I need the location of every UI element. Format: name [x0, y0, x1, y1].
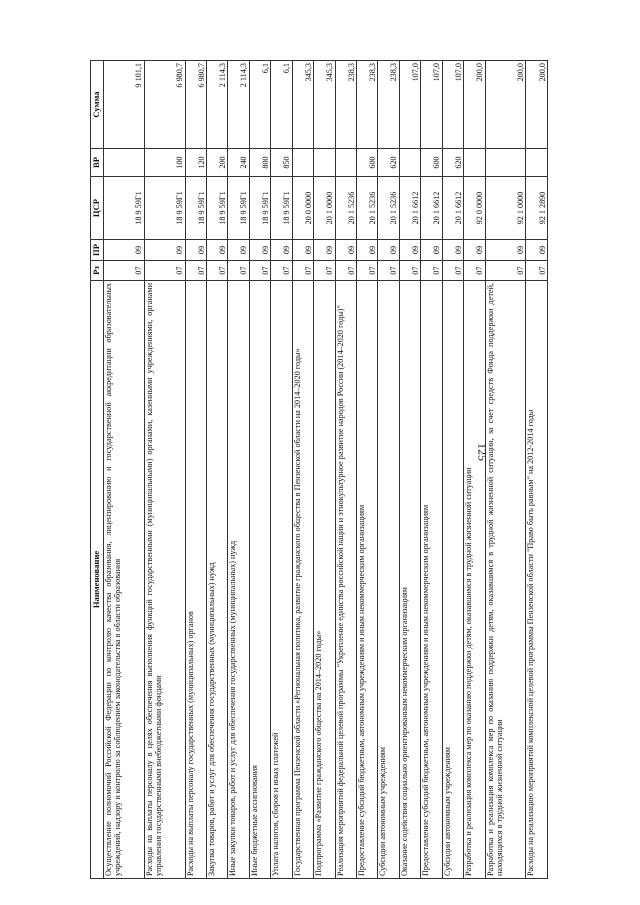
cell-vr: [464, 149, 485, 177]
table-row: [485, 61, 526, 879]
table-row: [249, 61, 270, 879]
cell-sum: 2 114,3: [207, 61, 228, 149]
cell-csr: 20 1 6612: [399, 177, 420, 240]
cell-csr: 18 9 59Г1: [228, 177, 249, 240]
cell-rz: 07: [104, 261, 145, 281]
cell-rz: 07: [357, 261, 378, 281]
table-row: [378, 61, 399, 879]
cell-name: Осуществление полномочий Российской Федерации по контролю качества образования, лицензированию и государственной аккредитации образовательных учреждений, надзору и контролю за соблюдением законодательства в области образования: [104, 281, 145, 879]
cell-pr: 09: [421, 240, 442, 261]
table-row: [271, 61, 292, 879]
cell-csr: 18 9 59Г1: [249, 177, 270, 240]
table-row: [207, 61, 228, 879]
table-row: [464, 61, 485, 879]
header-rz: Рз: [91, 261, 104, 281]
cell-name: Расходы на выплаты персоналу в целях обеспечения выполнения функций государственными (муниципальными) органами, казенными учреждениями, органами управления государственными внебюджетными фондами: [144, 281, 185, 879]
cell-rz: 07: [314, 261, 335, 281]
cell-name: Предоставление субсидий бюджетным, автономным учреждениям и иным некоммерческим организациям: [421, 281, 442, 879]
header-vr: ВР: [91, 149, 104, 177]
cell-vr: [335, 149, 356, 177]
cell-pr: 09: [314, 240, 335, 261]
cell-sum: 6,1: [249, 61, 270, 149]
cell-csr: 20 1 6612: [421, 177, 442, 240]
cell-name: Подпрограмма «Развитие гражданского общества на 2014–2020 годы»: [314, 281, 335, 879]
cell-vr: 800: [249, 149, 270, 177]
cell-csr: 20 1 5236: [378, 177, 399, 240]
cell-rz: 07: [442, 261, 463, 281]
cell-pr: 09: [228, 240, 249, 261]
cell-vr: [399, 149, 420, 177]
cell-csr: 18 9 59Г1: [185, 177, 206, 240]
table-row: [314, 61, 335, 879]
cell-rz: 07: [144, 261, 185, 281]
cell-csr: 20 1 5236: [335, 177, 356, 240]
cell-name: Закупка товаров, работ и услуг для обеспечения государственных (муниципальных) нужд: [207, 281, 228, 879]
page-number: 125: [475, 443, 490, 461]
cell-vr: [292, 149, 313, 177]
header-pr: ПР: [91, 240, 104, 261]
cell-pr: 09: [378, 240, 399, 261]
cell-vr: 200: [207, 149, 228, 177]
cell-pr: 09: [104, 240, 145, 261]
cell-vr: 600: [357, 149, 378, 177]
cell-rz: 07: [485, 261, 526, 281]
cell-pr: 09: [292, 240, 313, 261]
cell-name: Расходы на выплаты персоналу государственных (муниципальных) органов: [185, 281, 206, 879]
cell-rz: 07: [249, 261, 270, 281]
table-row: [442, 61, 463, 879]
cell-sum: 107,0: [399, 61, 420, 149]
cell-vr: 620: [442, 149, 463, 177]
cell-vr: [314, 149, 335, 177]
cell-vr: 620: [378, 149, 399, 177]
cell-csr: 18 9 59Г1: [104, 177, 145, 240]
cell-pr: 09: [144, 240, 185, 261]
cell-rz: 07: [207, 261, 228, 281]
cell-csr: 20 1 0000: [314, 177, 335, 240]
table-row: [292, 61, 313, 879]
cell-sum: 200,0: [526, 61, 548, 149]
cell-rz: 07: [292, 261, 313, 281]
cell-name: Субсидии автономным учреждениям: [378, 281, 399, 879]
cell-rz: 07: [335, 261, 356, 281]
cell-sum: 107,0: [421, 61, 442, 149]
table-row: [335, 61, 356, 879]
cell-sum: 6 980,7: [144, 61, 185, 149]
table-row: [144, 61, 185, 879]
cell-pr: 09: [207, 240, 228, 261]
table-header-row: [91, 61, 104, 879]
cell-vr: [485, 149, 526, 177]
cell-pr: 09: [464, 240, 485, 261]
cell-csr: 92 1 0000: [485, 177, 526, 240]
cell-rz: 07: [378, 261, 399, 281]
header-name: Наименование: [91, 281, 104, 879]
table-row: [357, 61, 378, 879]
cell-name: Разработка и реализация комплекса мер по оказанию поддержки детям, оказавшимся в трудной жизненной ситуации: [464, 281, 485, 879]
cell-pr: 09: [271, 240, 292, 261]
cell-name: Предоставление субсидий бюджетным, автономным учреждениям и иным некоммерческим организациям: [357, 281, 378, 879]
cell-pr: 09: [399, 240, 420, 261]
cell-rz: 07: [421, 261, 442, 281]
cell-rz: 07: [464, 261, 485, 281]
cell-sum: 200,0: [485, 61, 526, 149]
cell-pr: 09: [185, 240, 206, 261]
cell-rz: 07: [526, 261, 548, 281]
cell-name: Уплата налогов, сборов и иных платежей: [271, 281, 292, 879]
cell-sum: 238,3: [335, 61, 356, 149]
rotated-table-container: [90, 61, 548, 879]
cell-name: Реализация мероприятий федеральной целевой программы "Укрепление единства российской нации и этнокультурное развитие народов России (2014–2020 годы)": [335, 281, 356, 879]
table-row: [421, 61, 442, 879]
cell-csr: 18 9 59Г1: [271, 177, 292, 240]
cell-name: Субсидии автономным учреждениям: [442, 281, 463, 879]
cell-vr: 850: [271, 149, 292, 177]
cell-rz: 07: [271, 261, 292, 281]
cell-sum: 107,0: [442, 61, 463, 149]
cell-sum: 345,3: [314, 61, 335, 149]
cell-csr: 20 0 0000: [292, 177, 313, 240]
budget-table: [90, 60, 548, 879]
cell-sum: 238,3: [378, 61, 399, 149]
cell-pr: 09: [249, 240, 270, 261]
cell-sum: 9 101,1: [104, 61, 145, 149]
cell-csr: 92 0 0000: [464, 177, 485, 240]
cell-name: Государственная программа Пензенской области «Региональная политика, развитие гражданского общества в Пензенской области на 2014–2020 годы»: [292, 281, 313, 879]
cell-sum: 200,0: [464, 61, 485, 149]
cell-vr: 120: [185, 149, 206, 177]
cell-pr: 09: [526, 240, 548, 261]
cell-sum: 6 980,7: [185, 61, 206, 149]
cell-name: Разработка и реализация комплекса мер по оказанию поддержки детям, оказавшимся в трудной жизненной ситуации, за счет средств Фонда поддержки детей, находящихся в трудной жизненной ситуации: [485, 281, 526, 879]
cell-vr: [104, 149, 145, 177]
cell-name: Иные бюджетные ассигнования: [249, 281, 270, 879]
cell-sum: 345,3: [292, 61, 313, 149]
table-row: [104, 61, 145, 879]
cell-vr: [526, 149, 548, 177]
cell-name: Расходы на реализацию мероприятий комплексной целевой программы Пензенской области "Право быть равным" на 2012-2014 годы: [526, 281, 548, 879]
header-sum: Сумма: [91, 61, 104, 149]
cell-pr: 09: [335, 240, 356, 261]
cell-sum: 238,3: [357, 61, 378, 149]
cell-pr: 09: [442, 240, 463, 261]
cell-sum: 2 114,3: [228, 61, 249, 149]
table-row: [399, 61, 420, 879]
cell-pr: 09: [357, 240, 378, 261]
cell-rz: 07: [185, 261, 206, 281]
cell-sum: 6,1: [271, 61, 292, 149]
table-row: [228, 61, 249, 879]
table-row: [526, 61, 548, 879]
cell-name: Оказание содействия социально ориентированным некоммерческим организациям: [399, 281, 420, 879]
cell-vr: 600: [421, 149, 442, 177]
cell-vr: 100: [144, 149, 185, 177]
table-row: [185, 61, 206, 879]
header-csr: ЦСР: [91, 177, 104, 240]
cell-csr: 20 1 6612: [442, 177, 463, 240]
cell-name: Иные закупки товаров, работ и услуг для обеспечения государственных (муниципальных) нужд: [228, 281, 249, 879]
cell-csr: 18 9 59Г1: [207, 177, 228, 240]
cell-vr: 240: [228, 149, 249, 177]
cell-rz: 07: [399, 261, 420, 281]
cell-csr: 92 1 2890: [526, 177, 548, 240]
cell-pr: 09: [485, 240, 526, 261]
cell-csr: 18 9 59Г1: [144, 177, 185, 240]
cell-csr: 20 1 5236: [357, 177, 378, 240]
cell-rz: 07: [228, 261, 249, 281]
